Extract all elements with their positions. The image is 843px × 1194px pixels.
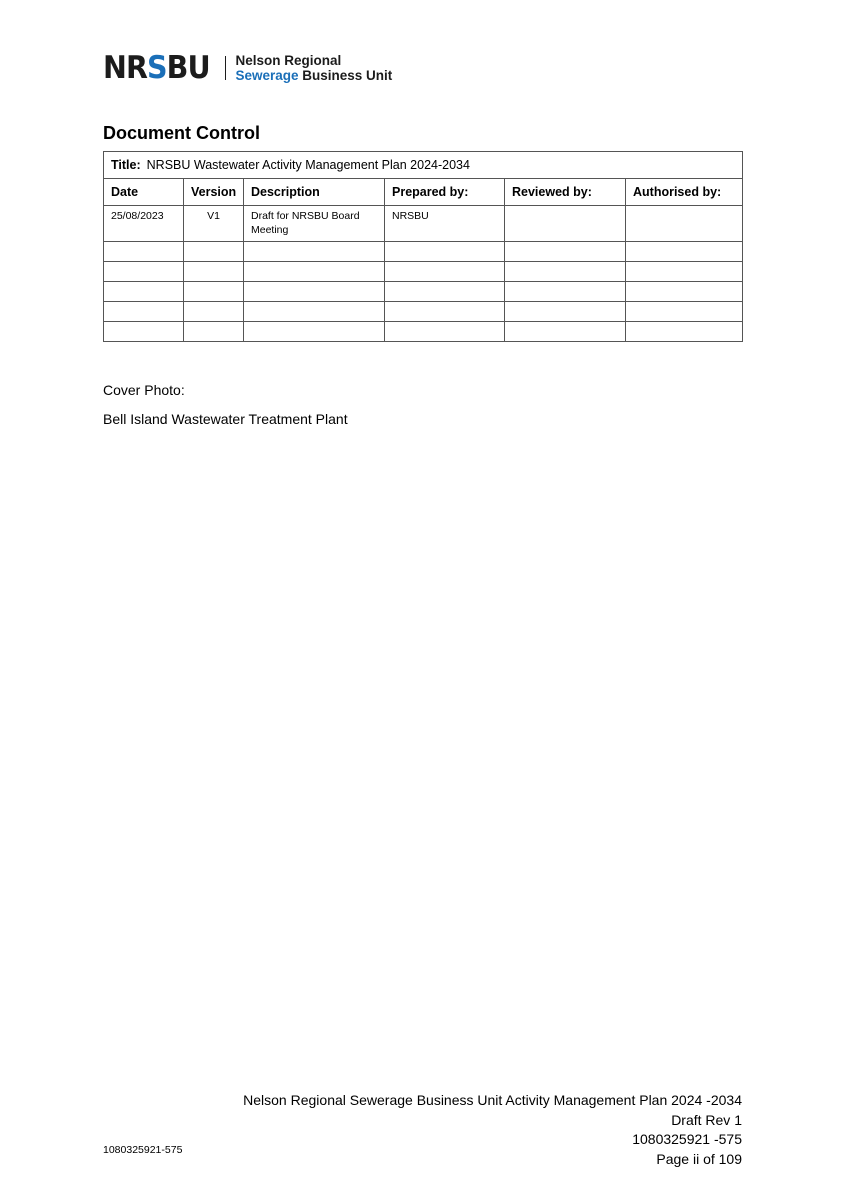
empty-cell <box>626 302 743 322</box>
empty-cell <box>244 322 385 342</box>
empty-cell <box>385 302 505 322</box>
column-header-date: Date <box>104 179 184 206</box>
logo-line-1: Nelson Regional <box>235 53 342 68</box>
empty-cell <box>626 262 743 282</box>
cell-description: Draft for NRSBU Board Meeting <box>244 206 385 242</box>
empty-cell <box>505 322 626 342</box>
empty-cell <box>104 242 184 262</box>
cell-reviewed-by <box>505 206 626 242</box>
empty-cell <box>505 262 626 282</box>
empty-cell <box>184 242 244 262</box>
empty-cell <box>104 282 184 302</box>
empty-cell <box>626 282 743 302</box>
cell-version: V1 <box>184 206 244 242</box>
nrsbu-logo <box>103 50 392 86</box>
empty-cell <box>104 302 184 322</box>
table-row-empty <box>104 282 743 302</box>
logo-line-2: Sewerage Business Unit <box>235 68 393 83</box>
empty-cell <box>505 302 626 322</box>
logo-text <box>235 53 392 83</box>
footer-reference: 1080325921-575 <box>103 1144 183 1156</box>
column-header-prepared-by: Prepared by: <box>385 179 505 206</box>
empty-cell <box>505 282 626 302</box>
empty-cell <box>184 282 244 302</box>
cell-date: 25/08/2023 <box>104 206 184 242</box>
table-row-empty <box>104 322 743 342</box>
footer-info <box>243 1091 742 1169</box>
table-row-empty <box>104 262 743 282</box>
empty-cell <box>505 242 626 262</box>
empty-cell <box>244 242 385 262</box>
column-header-reviewed-by: Reviewed by: <box>505 179 626 206</box>
logo-separator <box>225 56 227 80</box>
title-label: Title: <box>111 158 141 172</box>
empty-cell <box>626 322 743 342</box>
logo-wordmark: NRSBU <box>103 49 210 86</box>
document-control-table <box>103 151 743 342</box>
empty-cell <box>626 242 743 262</box>
cell-prepared-by: NRSBU <box>385 206 505 242</box>
table-row <box>104 206 743 242</box>
empty-cell <box>104 262 184 282</box>
column-header-authorised-by: Authorised by: <box>626 179 743 206</box>
footer-revision: Draft Rev 1 <box>671 1111 742 1128</box>
empty-cell <box>184 302 244 322</box>
table-header-row <box>104 179 743 206</box>
empty-cell <box>244 262 385 282</box>
empty-cell <box>184 262 244 282</box>
column-header-description: Description <box>244 179 385 206</box>
empty-cell <box>104 322 184 342</box>
table-title-row <box>104 152 743 179</box>
table-row-empty <box>104 302 743 322</box>
footer-doc-number: 1080325921 -575 <box>632 1131 742 1147</box>
cell-authorised-by <box>626 206 743 242</box>
footer-page-number: Page ii of 109 <box>656 1150 742 1167</box>
empty-cell <box>184 322 244 342</box>
empty-cell <box>385 242 505 262</box>
cover-photo-caption: Bell Island Wastewater Treatment Plant <box>103 411 348 427</box>
table-row-empty <box>104 242 743 262</box>
title-value: NRSBU Wastewater Activity Management Plan 2024-2034 <box>146 158 470 172</box>
cover-photo-label: Cover Photo: <box>103 382 185 398</box>
empty-cell <box>385 262 505 282</box>
footer-plan-title: Nelson Regional Sewerage Business Unit Activity Management Plan 2024 -2034 <box>243 1092 742 1108</box>
empty-cell <box>385 282 505 302</box>
empty-cell <box>244 302 385 322</box>
empty-cell <box>244 282 385 302</box>
empty-cell <box>385 322 505 342</box>
column-header-version: Version <box>184 179 244 206</box>
page-title: Document Control <box>103 123 260 143</box>
table-title-cell <box>104 152 743 179</box>
